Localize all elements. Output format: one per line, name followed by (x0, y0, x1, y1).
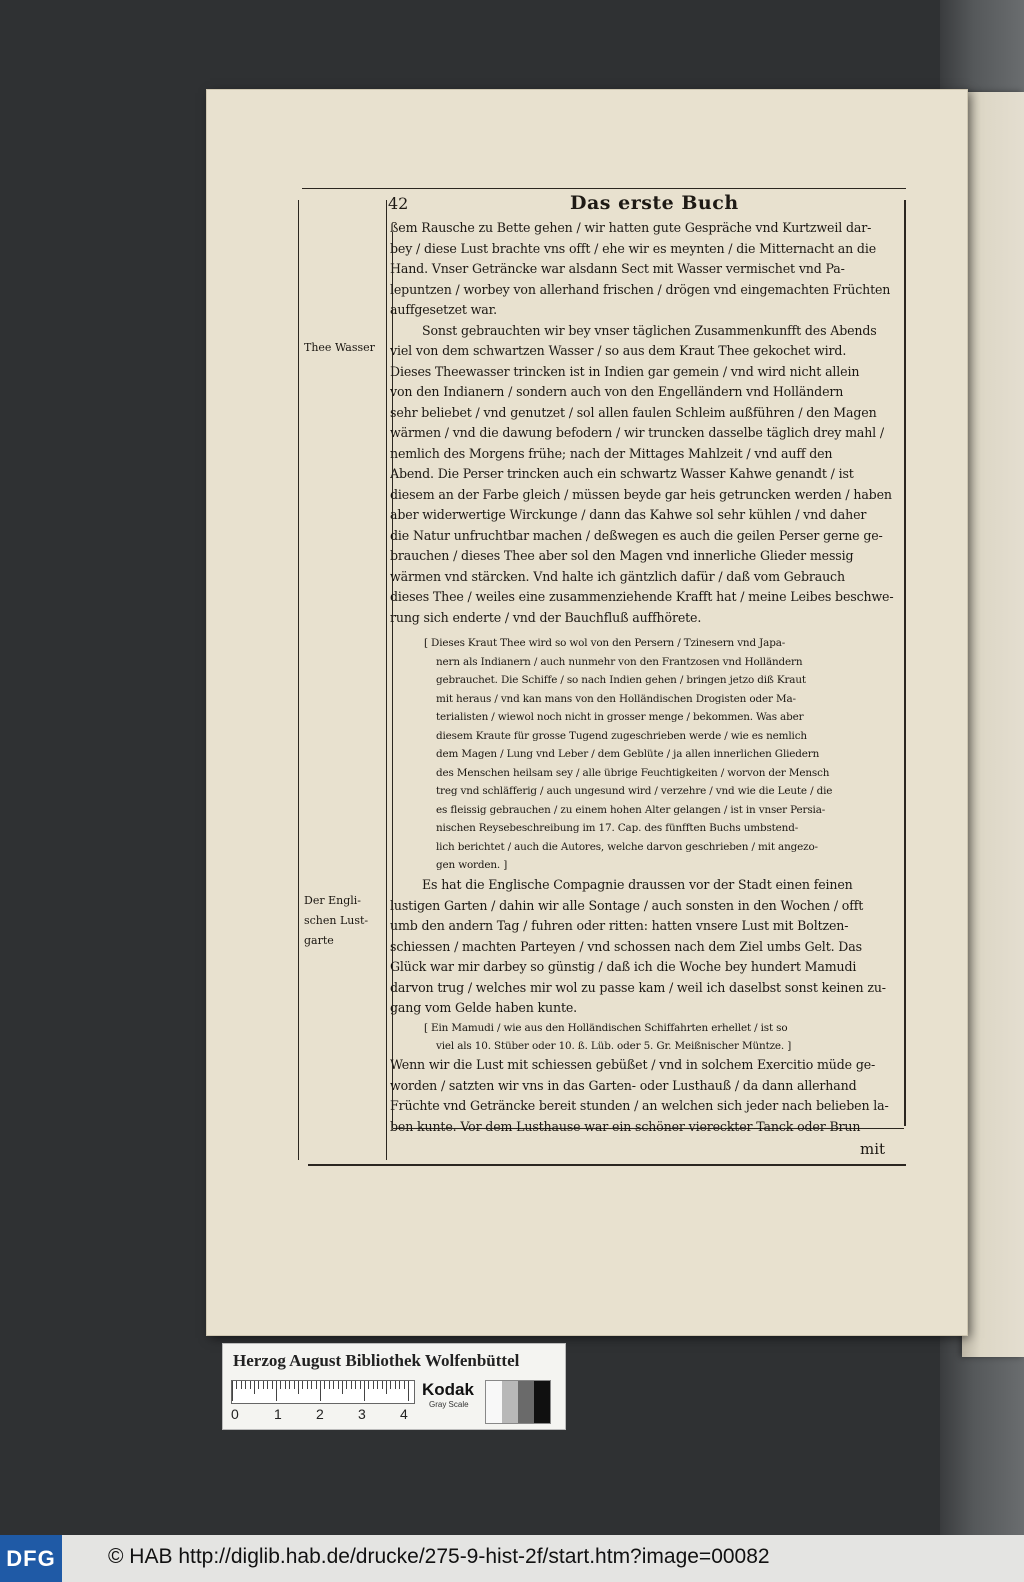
ruler-tick (324, 1381, 325, 1389)
ruler-tick (276, 1381, 277, 1401)
text-line: auffgesetzet war. (390, 302, 497, 317)
text-line: diesem an der Farbe gleich / müssen beyde gar heis getruncken werden / haben (390, 486, 892, 502)
note-line: gebrauchet. Die Schiffe / so nach Indien gehen / bringen jetzo diß Kraut (436, 674, 806, 686)
note-line: treg vnd schläfferig / auch ungesund wird / verzehre / vnd wie die Leute / die (436, 785, 833, 797)
ruler-tick (338, 1381, 339, 1389)
note-line: viel als 10. Stüber oder 10. ß. Lüb. oder 5. Gr. Meißnischer Müntze. ] (436, 1040, 792, 1052)
ruler-tick (329, 1381, 330, 1389)
ruler-tick (364, 1381, 365, 1401)
scale-ruler (231, 1380, 415, 1404)
swatch (518, 1381, 534, 1423)
text-line: Abend. Die Perser trincken auch ein schwartz Wasser Kahwe genandt / ist (390, 466, 854, 481)
ruler-tick (267, 1381, 268, 1389)
text-line: umb den andern Tag / fuhren oder ritten: hatten vnsere Lust mit Boltzen- (390, 918, 849, 933)
gray-swatches (485, 1380, 551, 1424)
margin-note-garden-2: schen Lust- (304, 914, 369, 927)
margin-note-garden-1: Der Engli- (304, 894, 361, 907)
ruler-tick (294, 1381, 295, 1389)
ruler-tick (360, 1381, 361, 1389)
text-line: Dieses Theewasser trincken ist in Indien gar gemein / vnd wird nicht allein (390, 363, 860, 379)
scale-label: 0 (231, 1406, 239, 1422)
scale-label: 3 (358, 1406, 366, 1422)
footer-bar (0, 1535, 1024, 1582)
text-line: lustigen Garten / dahin wir alle Sontage / auch sonsten in den Wochen / offt (390, 897, 864, 913)
note-line: terialisten / wiewol noch nicht in grosser menge / bekommen. Was aber (436, 711, 804, 723)
note-line: mit heraus / vnd kan mans von den Holländischen Drogisten oder Ma- (436, 692, 796, 705)
ruler-tick (245, 1381, 246, 1389)
note-line: gen worden. ] (436, 859, 508, 871)
swatch (486, 1381, 502, 1423)
note-line: nischen Reysebeschreibung im 17. Cap. des fünfften Buchs umbstend- (436, 822, 799, 834)
ruler-tick (355, 1381, 356, 1389)
ruler-tick (320, 1381, 321, 1401)
note-line: diesem Kraute für grosse Tugend zugeschrieben werde / wie es nemlich (436, 729, 807, 742)
dfg-logo: DFG (0, 1535, 62, 1582)
note-line: nern als Indianern / auch nunmehr von den Frantzosen vnd Holländern (436, 655, 803, 668)
ruler-tick (368, 1381, 369, 1389)
catchword: mit (860, 1140, 886, 1158)
frame-rule-bottom (308, 1164, 906, 1166)
color-calibration-card (222, 1343, 566, 1430)
text-line: lepuntzen / worbey von allerhand frischen / drögen vnd eingemachten Früchten (390, 281, 891, 297)
ruler-tick (258, 1381, 259, 1389)
text-line: Früchte vnd Geträncke bereit stunden / an welchen sich jeder nach belieben la- (390, 1098, 889, 1113)
footer-source-link[interactable]: © HAB http://diglib.hab.de/drucke/275-9-hist-2f/start.htm?image=00082 (108, 1545, 770, 1568)
note-line: dem Magen / Lung vnd Leber / dem Geblüte / ja allen innerlichen Gliedern (436, 748, 820, 760)
ruler-tick (342, 1381, 343, 1394)
ruler-tick (241, 1381, 242, 1389)
text-line: rung sich enderte / vnd der Bauchfluß auffhörete. (390, 609, 702, 625)
library-name: Herzog August Bibliothek Wolfenbüttel (233, 1351, 520, 1370)
text-line: viel von dem schwartzen Wasser / so aus dem Kraut Thee gekochet wird. (390, 343, 847, 358)
ruler-tick (333, 1381, 334, 1389)
margin-note-thee: Thee Wasser (304, 341, 375, 354)
ruler-tick (399, 1381, 400, 1389)
note-line: des Menschen heilsam sey / alle übrige Feuchtigkeiten / worvon der Mensch (436, 766, 830, 779)
ruler-tick (232, 1381, 233, 1401)
ruler-tick (263, 1381, 264, 1389)
ruler-tick (289, 1381, 290, 1389)
margin-note-garden-3: garte (304, 934, 334, 947)
text-line: nemlich des Morgens frühe; nach der Mittages Mahlzeit / vnd auff den (390, 445, 833, 461)
text-line: Wenn wir die Lust mit schiessen gebüßet / vnd in solchem Exercitio müde ge- (390, 1057, 876, 1072)
ruler-tick (307, 1381, 308, 1389)
text-line: dieses Thee / weiles eine zusammenziehende Krafft hat / meine Leibes beschwe- (390, 589, 894, 604)
ruler-tick (280, 1381, 281, 1389)
frame-rule-top (302, 188, 906, 189)
note-line: lich berichtet / auch die Autores, welche darvon geschrieben / mit angezo- (436, 840, 818, 853)
ruler-tick (351, 1381, 352, 1389)
ruler-tick (346, 1381, 347, 1389)
ruler-tick (395, 1381, 396, 1389)
ruler-tick (373, 1381, 374, 1389)
ruler-tick (316, 1381, 317, 1389)
running-head: Das erste Buch (570, 192, 739, 214)
note-line: es fleissig gebrauchen / zu einem hohen Alter gelangen / ist in vnser Persia- (436, 803, 826, 816)
ruler-tick (404, 1381, 405, 1389)
text-line: sehr beliebet / vnd genutzet / sol allen faulen Schleim außführen / den Magen (390, 404, 877, 420)
text-line: wärmen vnd stärcken. Vnd halte ich gäntzlich dafür / daß vom Gebrauch (390, 568, 845, 584)
text-line: worden / satzten wir vns in das Garten- oder Lusthauß / da dann allerhand (390, 1077, 857, 1093)
scale-label: 1 (274, 1406, 282, 1422)
text-line: die Natur unfruchtbar machen / deßwegen es auch die geilen Perser gerne ge- (390, 527, 883, 543)
page-header (388, 192, 904, 218)
frame-rule-left (298, 200, 299, 1160)
ruler-tick (272, 1381, 273, 1389)
ruler-tick (254, 1381, 255, 1394)
margin-column-rule (386, 200, 387, 1160)
ruler-tick (236, 1381, 237, 1389)
text-line: Hand. Vnser Geträncke war alsdann Sect mit Wasser vermischet vnd Pa- (390, 261, 845, 276)
text-line: aber widerwertige Wirckunge / dann das Kahwe sol sehr kühlen / vnd daher (390, 507, 867, 522)
note-line: [ Ein Mamudi / wie aus den Holländischen Schiffahrten erhellet / ist so (424, 1022, 788, 1034)
text-line: gang vom Gelde haben kunte. (390, 1000, 578, 1015)
kodak-logo: Kodak (422, 1380, 474, 1399)
swatch (502, 1381, 518, 1423)
ruler-tick (285, 1381, 286, 1389)
facing-page-edge (962, 92, 1024, 1357)
text-line: brauchen / dieses Thee aber sol den Magen vnd innerliche Glieder messig (390, 548, 854, 563)
note-line: [ Dieses Kraut Thee wird so wol von den Persern / Tzinesern vnd Japa- (424, 637, 786, 649)
text-line: ben kunte. Vor dem Lusthause war ein schöner viereckter Tanck oder Brun (390, 1118, 861, 1134)
text-line: wärmen / vnd die dawung befodern / wir truncken dasselbe täglich drey mahl / (390, 425, 885, 440)
text-line: Glück war mir darbey so günstig / daß ich die Woche bey hundert Mamudi (390, 959, 857, 974)
text-line: Es hat die Englische Compagnie draussen vor der Stadt einen feinen (422, 877, 853, 892)
ruler-tick (386, 1381, 387, 1394)
text-line: Sonst gebrauchten wir bey vnser täglichen Zusammenkunfft des Abends (422, 322, 877, 338)
ruler-tick (408, 1381, 409, 1401)
scale-label: 2 (316, 1406, 324, 1422)
page-number: 42 (388, 194, 409, 213)
ruler-tick (377, 1381, 378, 1389)
ruler-tick (311, 1381, 312, 1389)
text-line: ßem Rausche zu Bette gehen / wir hatten gute Gespräche vnd Kurtzweil dar- (390, 220, 872, 235)
text-line: schiessen / machten Parteyen / vnd schossen nach dem Ziel umbs Gelt. Das (390, 938, 862, 954)
ruler-tick (382, 1381, 383, 1389)
gray-scale-label: Gray Scale (429, 1400, 469, 1409)
text-line: darvon trug / welches mir wol zu passe kam / weil ich daselbst sonst keinen zu- (390, 979, 886, 995)
ruler-tick (390, 1381, 391, 1389)
text-line: bey / diese Lust brachte vns offt / ehe wir es meynten / die Mitternacht an die (390, 240, 877, 256)
swatch (534, 1381, 550, 1423)
scale-label: 4 (400, 1406, 408, 1422)
ruler-tick (302, 1381, 303, 1389)
text-line: von den Indianern / sondern auch von den Engelländern vnd Holländern (390, 384, 844, 399)
ruler-tick (250, 1381, 251, 1389)
ruler-tick (298, 1381, 299, 1394)
